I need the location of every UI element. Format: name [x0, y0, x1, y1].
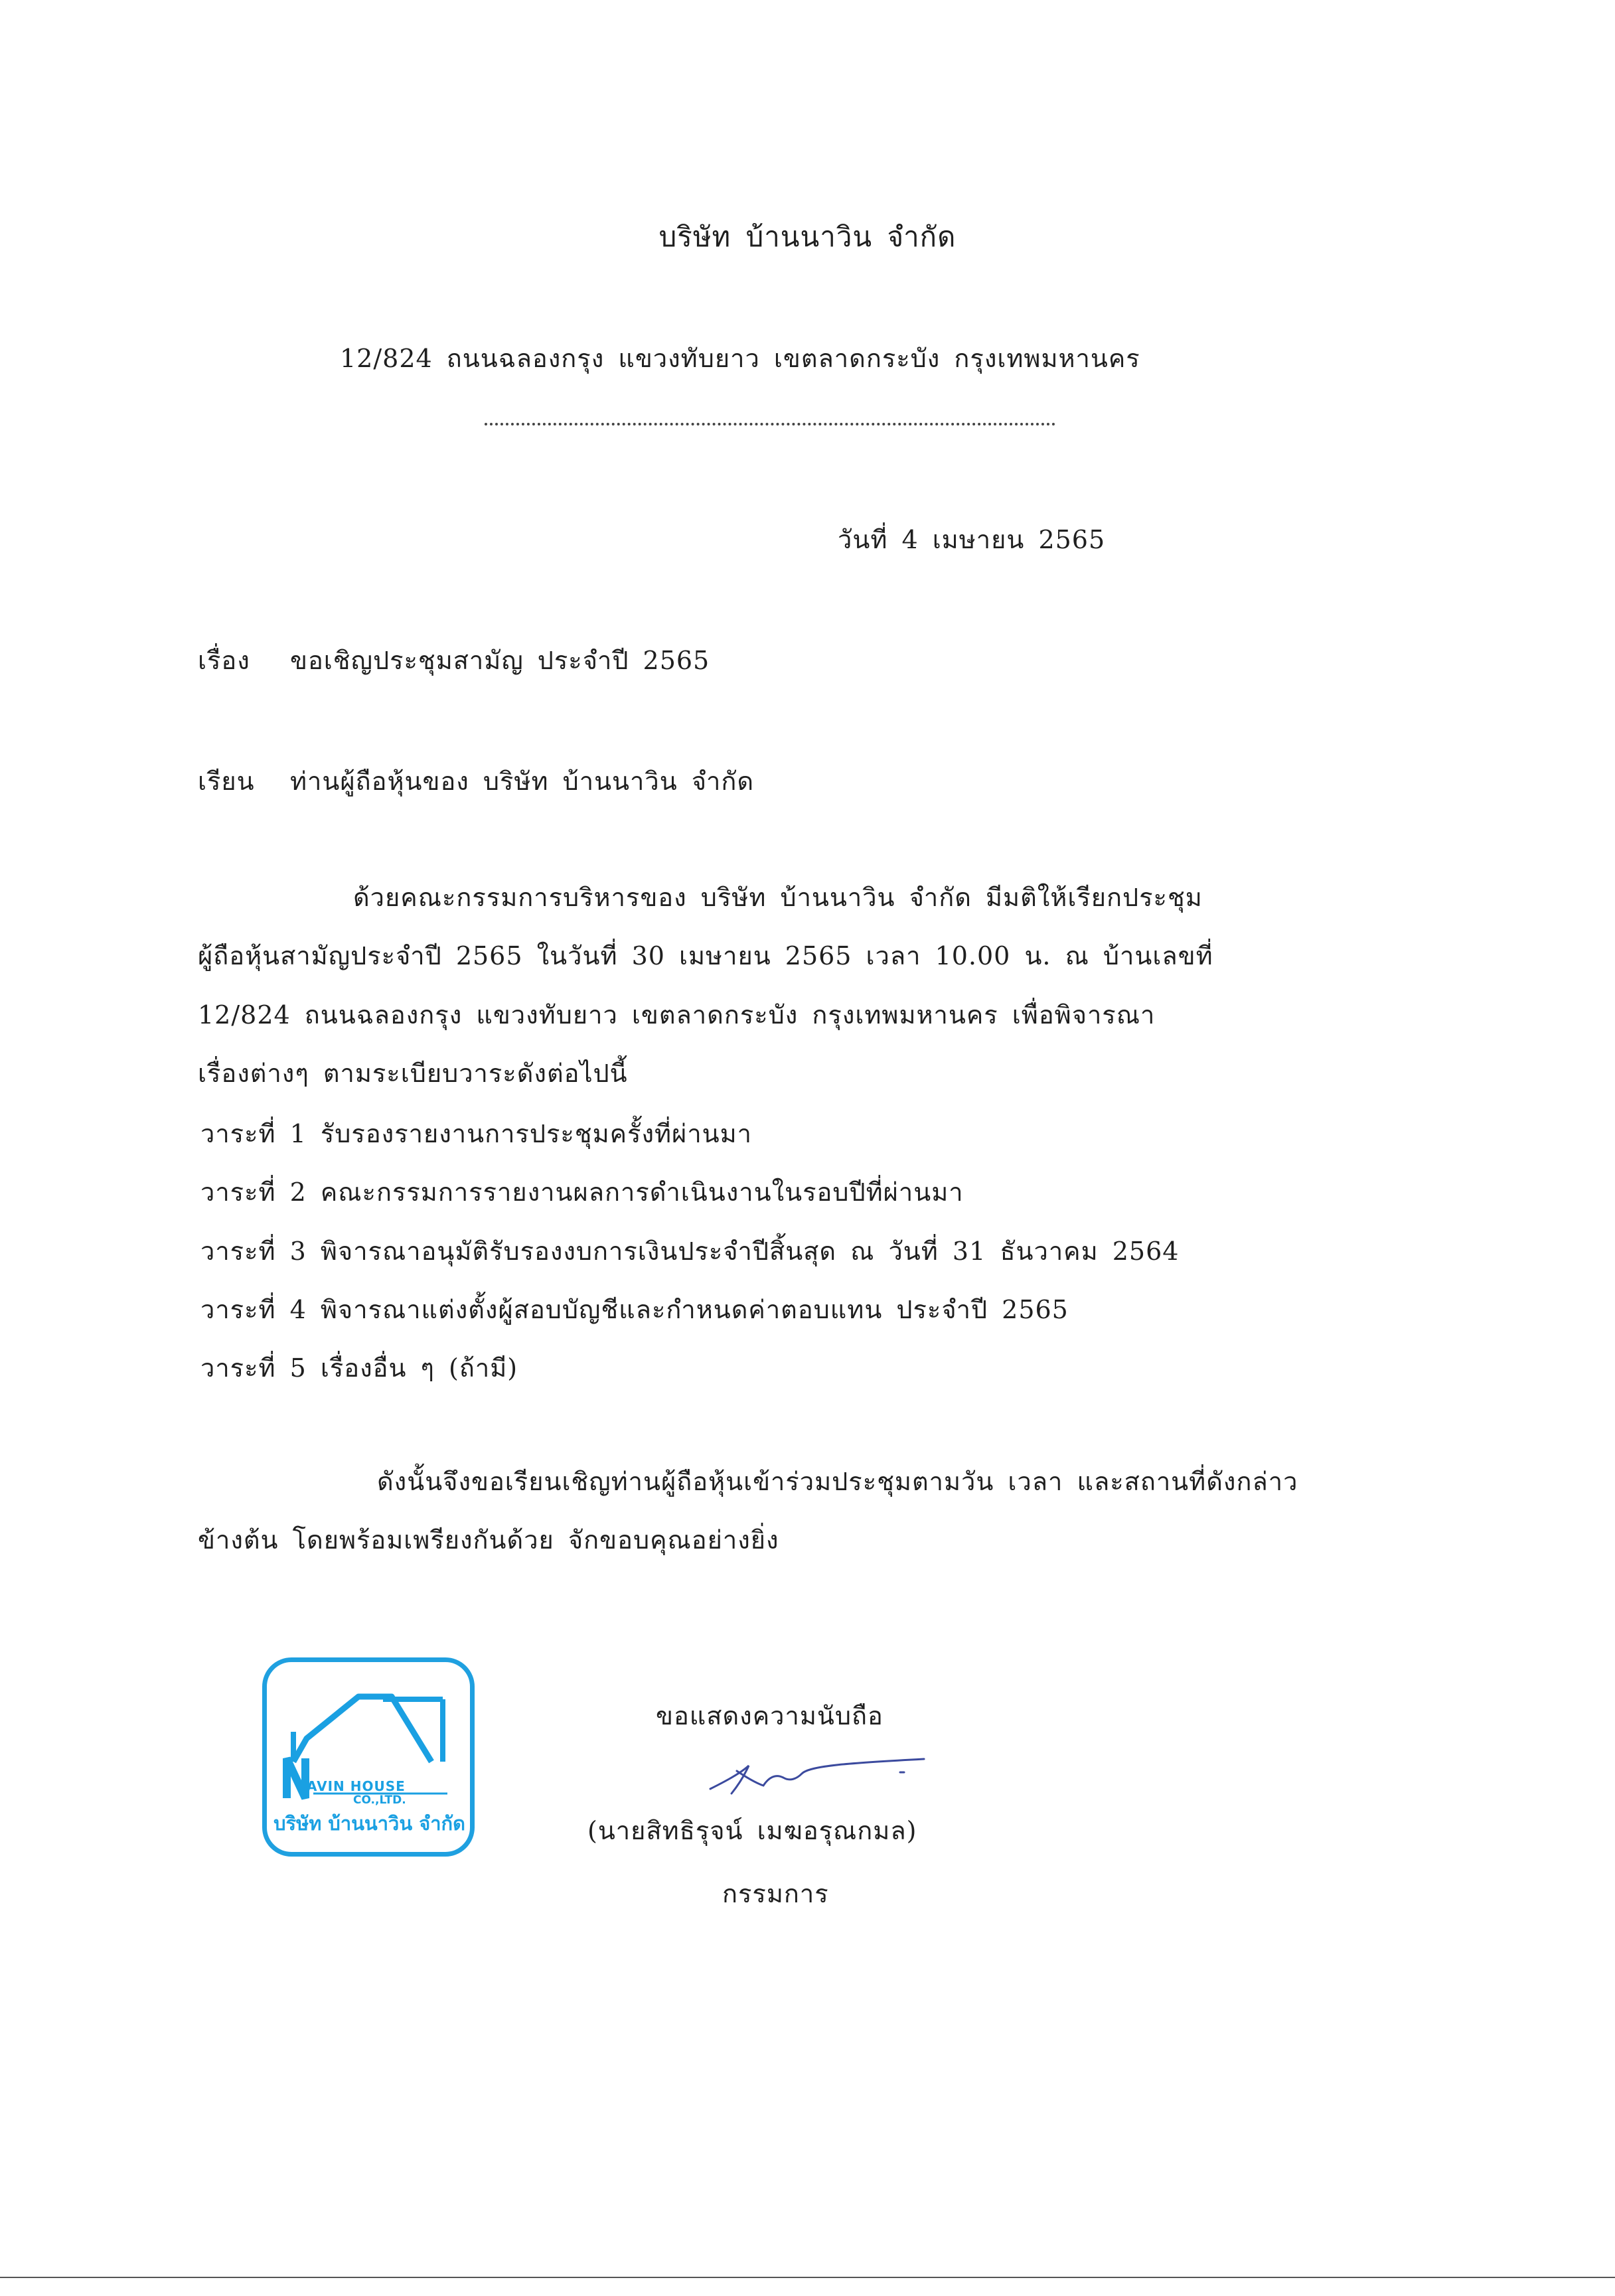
handwritten-signature	[690, 1739, 943, 1812]
stamp-brand-line2: CO.,LTD.	[353, 1794, 406, 1807]
agenda-item: วาระที่ 2 คณะกรรมการรายงานผลการดำเนินงานในรอบปีที่ผ่านมา	[200, 1178, 964, 1207]
agenda-item: วาระที่ 1 รับรองรายงานการประชุมครั้งที่ผ่านมา	[200, 1119, 753, 1148]
letter-date: วันที่ 4 เมษายน 2565	[838, 525, 1106, 554]
closing-line: ข้างต้น โดยพร้อมเพรียงกันด้วย จักขอบคุณอย่างยิ่ง	[198, 1525, 779, 1555]
agenda-item: วาระที่ 4 พิจารณาแต่งตั้งผู้สอบบัญชีและกำหนดค่าตอบแทน ประจำปี 2565	[200, 1295, 1069, 1324]
stamp-thai-name: บริษัท บ้านนาวิน จำกัด	[273, 1812, 465, 1835]
closing-line: ดังนั้นจึงขอเรียนเชิญท่านผู้ถือหุ้นเข้าร่วมประชุมตามวัน เวลา และสถานที่ดังกล่าว	[377, 1467, 1298, 1496]
body-intro-line: ผู้ถือหุ้นสามัญประจำปี 2565 ในวันที่ 30 เมษายน 2565 เวลา 10.00 น. ณ บ้านเลขที่	[198, 941, 1213, 970]
stamp-brand-line1: AVIN HOUSE	[307, 1778, 406, 1794]
agenda-item: วาระที่ 5 เรื่องอื่น ๆ (ถ้ามี)	[200, 1353, 518, 1383]
body-intro-line: ด้วยคณะกรรมการบริหารของ บริษัท บ้านนาวิน จำกัด มีมติให้เรียกประชุม	[353, 883, 1203, 912]
company-address: 12/824 ถนนฉลองกรุง แขวงทับยาว เขตลาดกระบัง กรุงเทพมหานคร	[340, 344, 1140, 373]
recipient-text: ท่านผู้ถือหุ้นของ บริษัท บ้านนาวิน จำกัด	[290, 767, 755, 796]
company-stamp	[262, 1657, 475, 1857]
signer-name: (นายสิทธิรุจน์ เมฆอรุณกมล)	[587, 1816, 917, 1845]
signer-position: กรรมการ	[722, 1879, 829, 1908]
company-name: บริษัท บ้านนาวิน จำกัด	[658, 220, 957, 253]
subject-text: ขอเชิญประชุมสามัญ ประจำปี 2565	[290, 646, 710, 675]
agenda-item: วาระที่ 3 พิจารณาอนุมัติรับรองงบการเงินประจำปีสิ้นสุด ณ วันที่ 31 ธันวาคม 2564	[200, 1237, 1180, 1266]
body-intro-line: เรื่องต่างๆ ตามระเบียบวาระดังต่อไปนี้	[198, 1059, 628, 1088]
subject-label: เรื่อง	[198, 646, 250, 675]
regards-text: ขอแสดงความนับถือ	[656, 1701, 884, 1730]
page-bottom-rule	[0, 2277, 1615, 2278]
body-intro-line: 12/824 ถนนฉลองกรุง แขวงทับยาว เขตลาดกระบัง กรุงเทพมหานคร เพื่อพิจารณา	[198, 1000, 1156, 1030]
recipient-label: เรียน	[198, 767, 255, 796]
letterhead-dotted-divider	[485, 420, 1055, 425]
